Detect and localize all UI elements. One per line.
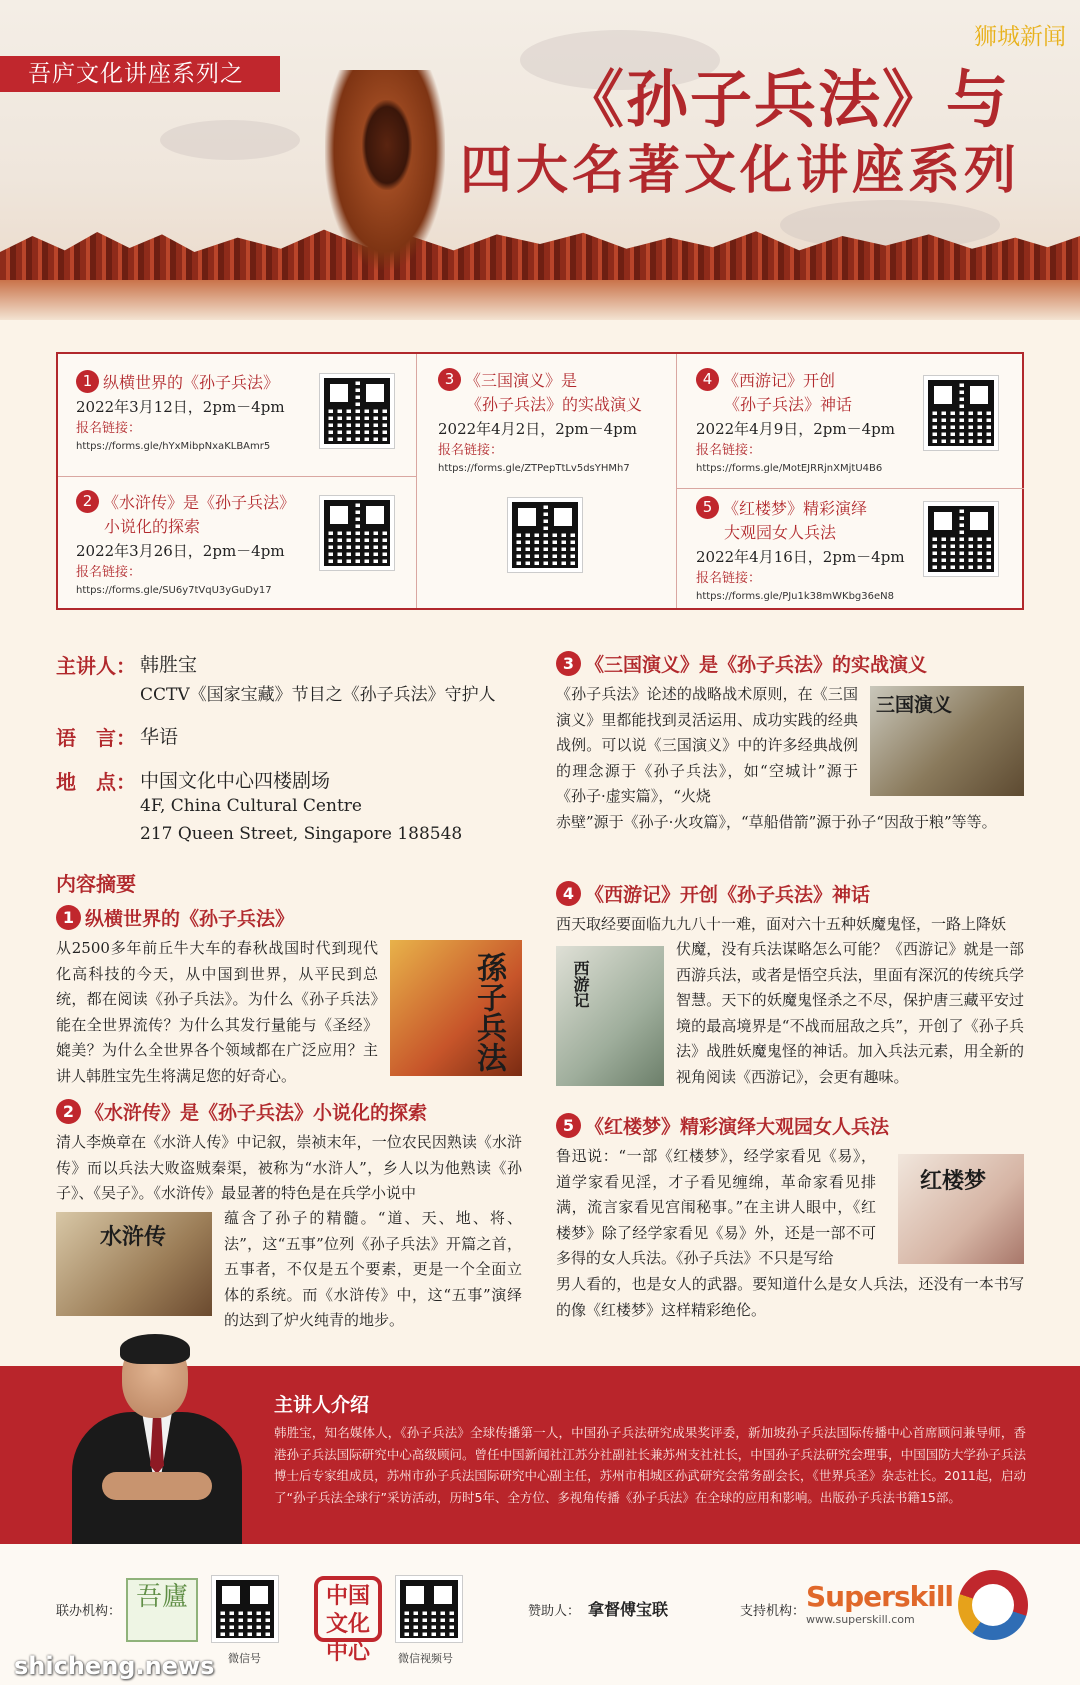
topic-3-body-bottom: 赤壁”源于《孙子·火攻篇》，“草船借箭”源于孙子“因敌于粮”等等。 [556, 813, 997, 831]
registration-label: 报名链接： [76, 421, 142, 436]
supporter-label: 支持机构： [740, 1604, 806, 1619]
session-number: 3 [438, 368, 461, 391]
venue-english-line2: 217 Queen Street, Singapore 188548 [140, 824, 463, 844]
registration-link[interactable]: https://forms.gle/MotEJRRjnXMjtU4B6 [696, 463, 883, 474]
venue-label: 地 点： [56, 770, 136, 794]
supporter-circle-logo [958, 1570, 1028, 1640]
wechat-qr-code[interactable] [212, 1576, 278, 1642]
speaker-label: 主讲人： [56, 654, 136, 678]
topic-3-body-side: 《孙子兵法》论述的战略战术原则，在《三国演义》里都能找到灵活运用、成功实践的经典战例。可以说《三国演义》中的许多经典战例的理念源于《孙子兵法》，如“空城计”源于《孙子·虚实篇》，“火烧 [556, 685, 858, 805]
qr-code-session-1[interactable] [320, 374, 394, 448]
water-margin-image [56, 1212, 212, 1316]
session-title: 《红楼梦》精彩演绎 [723, 499, 868, 518]
art-of-war-book-image [390, 940, 522, 1076]
series-tag: 吾庐文化讲座系列之 [0, 56, 280, 92]
wechat-caption: 微信号 [228, 1652, 261, 1665]
session-title-line2: 《孙子兵法》神话 [724, 395, 853, 414]
sponsor-label: 赞助人： [528, 1604, 581, 1619]
session-date: 2022年3月26日，2pm－4pm [76, 542, 285, 560]
venue-chinese: 中国文化中心四楼剧场 [140, 770, 331, 792]
co-organizer-label: 联办机构： [56, 1604, 122, 1619]
footer [0, 1544, 1080, 1685]
topic-number: 2 [56, 1099, 81, 1124]
speaker-bio-title: 主讲人介绍 [274, 1394, 370, 1416]
session-title: 《西游记》开创 [723, 371, 836, 390]
topic-title: 《三国演义》是《孙子兵法》的实战演义 [585, 654, 928, 676]
journey-west-image [556, 946, 664, 1086]
topic-1-body: 从2500多年前丘牛大车的春秋战国时代到现代化高科技的今天，从中国到世界，从平民到总统，都在阅读《孙子兵法》。为什么《孙子兵法》能在全世界流传？为什么其发行量能与《圣经》媲美？为什么全世界各个领域都在广泛应用？主讲人韩胜宝先生将满足您的好奇心。 [56, 939, 378, 1085]
sponsor-name: 拿督傅宝联 [588, 1600, 669, 1619]
main-title-line2: 四大名著文化讲座系列 [459, 140, 1020, 201]
session-number: 5 [696, 496, 719, 519]
registration-label: 报名链接： [438, 443, 504, 458]
topic-title: 《水浒传》是《孙子兵法》小说化的探索 [85, 1102, 428, 1124]
red-chamber-image [898, 1154, 1024, 1264]
main-title-line1: 《孙子兵法》与 [561, 63, 1010, 136]
topic-number: 1 [56, 905, 81, 930]
session-3 [438, 368, 668, 477]
speaker-name: 韩胜宝 [140, 654, 198, 676]
session-date: 2022年4月2日，2pm－4pm [438, 420, 637, 438]
session-5 [696, 496, 916, 605]
topic-3-heading [556, 650, 927, 677]
topic-number: 4 [556, 881, 581, 906]
session-date: 2022年3月12日，2pm－4pm [76, 398, 285, 416]
speaker-bio-text: 韩胜宝，知名媒体人，《孙子兵法》全球传播第一人，中国孙子兵法研究成果奖评委，新加坡孙子兵法国际传播中心首席顾问兼导师，香港孙子兵法国际研究中心高级顾问。曾任中国新闻社江苏分社副社长兼苏州支社社长，中国孙子兵法研究会理事，中国国防大学孙子兵法博士后专家组成员，苏州市孙子兵法国际研究中心副主任，苏州市相城区孙武研究会常务副会长，《世界兵圣》杂志社长。2011起，启动了“孙子兵法全球行”采访活动，历时5年、全方位、多视角传播《孙子兵法》在全球的应用和影响。出版孙子兵法书籍15部。 [274, 1425, 1026, 1505]
session-4 [696, 368, 906, 477]
session-title: 纵横世界的《孙子兵法》 [103, 373, 280, 392]
topic-5-heading [556, 1112, 889, 1139]
registration-link[interactable]: https://forms.gle/ZTPepTtLv5dsYHMh7 [438, 463, 630, 474]
registration-link[interactable]: https://forms.gle/hYxMibpNxaKLBAmr5 [76, 441, 271, 452]
topic-2-body-top: 清人李焕章在《水浒人传》中记叙，崇祯末年，一位农民因熟读《水浒传》而以兵法大败盗贼秦渠，被称为“水浒人”，乡人以为他熟读《孙子》、《吴子》。《水浒传》最显著的特色是在兵学小说中 [56, 1133, 522, 1202]
session-date: 2022年4月16日，2pm－4pm [696, 548, 905, 566]
topic-title: 纵横世界的《孙子兵法》 [85, 908, 295, 930]
language-label: 语 言： [56, 726, 136, 750]
session-title: 《水浒传》是《孙子兵法》 [103, 493, 296, 512]
wechat-video-qr-code[interactable] [396, 1576, 462, 1642]
registration-label: 报名链接： [696, 571, 762, 586]
topic-2-body-side: 蕴含了孙子的精髓。“道、天、地、将、法”，这“五事”位列《孙子兵法》开篇之首，五事者，不仅是五个要素，更是一个全面立体的系统。而《水浒传》中，这“五事”演绎的达到了炉火纯青的地步。 [224, 1209, 522, 1329]
registration-label: 报名链接： [696, 443, 762, 458]
wechat-video-caption: 微信视频号 [398, 1652, 453, 1665]
hero-banner [0, 0, 1080, 320]
session-number: 2 [76, 490, 99, 513]
topic-4-body-top: 西天取经要面临九九八十一难，面对六十五种妖魔鬼怪，一路上降妖 [556, 915, 1007, 933]
session-title-line2: 大观园女人兵法 [724, 523, 837, 542]
topic-1-heading [56, 904, 294, 931]
three-kingdoms-image [870, 686, 1024, 796]
speaker-description: CCTV《国家宝藏》节目之《孙子兵法》守护人 [140, 685, 496, 705]
qr-code-session-2[interactable] [320, 496, 394, 570]
topic-5-body-side: 鲁迅说：“一部《红楼梦》，经学家看见《易》，道学家看见淫，才子看见缠绵，革命家看见排满，流言家看见宫闱秘事。”在主讲人眼中，《红楼梦》除了经学家看见《易》外，还是一部不可多得的女人兵法。《孙子兵法》不只是写给 [556, 1147, 876, 1267]
qr-code-session-3[interactable] [508, 498, 582, 572]
topic-4-body-side: 伏魔，没有兵法谋略怎么可能？《西游记》就是一部西游兵法，或者是悟空兵法，里面有深沉的传统兵学智慧。天下的妖魔鬼怪杀之不尽，保护唐三藏平安过境的最高境界是“不战而屈敌之兵”，开创了《孙子兵法》战胜妖魔鬼怪的神话。加入兵法元素，用全新的视角阅读《西游记》，会更有趣味。 [676, 940, 1024, 1086]
topic-5-body-bottom: 男人看的，也是女人的武器。要知道什么是女人兵法，还没有一本书写的像《红楼梦》这样精彩绝伦。 [556, 1275, 1024, 1319]
superskill-url[interactable]: www.superskill.com [806, 1613, 915, 1626]
speaker-bio-band [0, 1366, 1080, 1544]
session-number: 1 [76, 370, 99, 393]
registration-link[interactable]: https://forms.gle/PJu1k38mWKbg36eN8 [696, 591, 894, 602]
book-image-title: 孫子兵法 [471, 952, 506, 1072]
qr-code-session-4[interactable] [924, 376, 998, 450]
topic-title: 《西游记》开创《孙子兵法》神话 [585, 884, 871, 906]
topic-2-heading [56, 1098, 427, 1125]
journey-west-image-title: 西游记 [571, 960, 590, 1008]
red-chamber-image-title: 红楼梦 [920, 1168, 987, 1194]
language-value: 华语 [140, 726, 179, 748]
topic-4-heading [556, 880, 870, 907]
topic-number: 3 [556, 651, 581, 676]
venue-english-line1: 4F, China Cultural Centre [140, 796, 362, 816]
schedule-box [56, 352, 1024, 610]
china-cultural-centre-logo: 中国文化中心 [314, 1576, 382, 1642]
session-title-line2: 小说化的探索 [104, 517, 201, 536]
superskill-logo [806, 1580, 953, 1626]
topic-number: 5 [556, 1113, 581, 1138]
session-date: 2022年4月9日，2pm－4pm [696, 420, 895, 438]
session-title-line2: 《孙子兵法》的实战演义 [466, 395, 643, 414]
registration-link[interactable]: https://forms.gle/SU6y7tVqU3yGuDy17 [76, 585, 272, 596]
three-kingdoms-image-title: 三国演义 [876, 694, 953, 716]
session-title: 《三国演义》是 [465, 371, 578, 390]
water-margin-image-title: 水浒传 [100, 1224, 167, 1250]
qr-code-session-5[interactable] [924, 502, 998, 576]
watermark-top: 狮城新闻 [974, 24, 1066, 50]
watermark-bottom: shicheng.news [14, 1652, 215, 1680]
session-1 [76, 370, 306, 455]
superskill-name: Superskill [806, 1580, 954, 1613]
registration-label: 报名链接： [76, 565, 142, 580]
wulu-logo: 吾廬 [126, 1578, 198, 1642]
session-2 [76, 490, 321, 599]
summary-heading: 内容摘要 [56, 872, 136, 896]
speaker-photo [72, 1338, 242, 1544]
topic-title: 《红楼梦》精彩演绎大观园女人兵法 [585, 1116, 890, 1138]
session-number: 4 [696, 368, 719, 391]
